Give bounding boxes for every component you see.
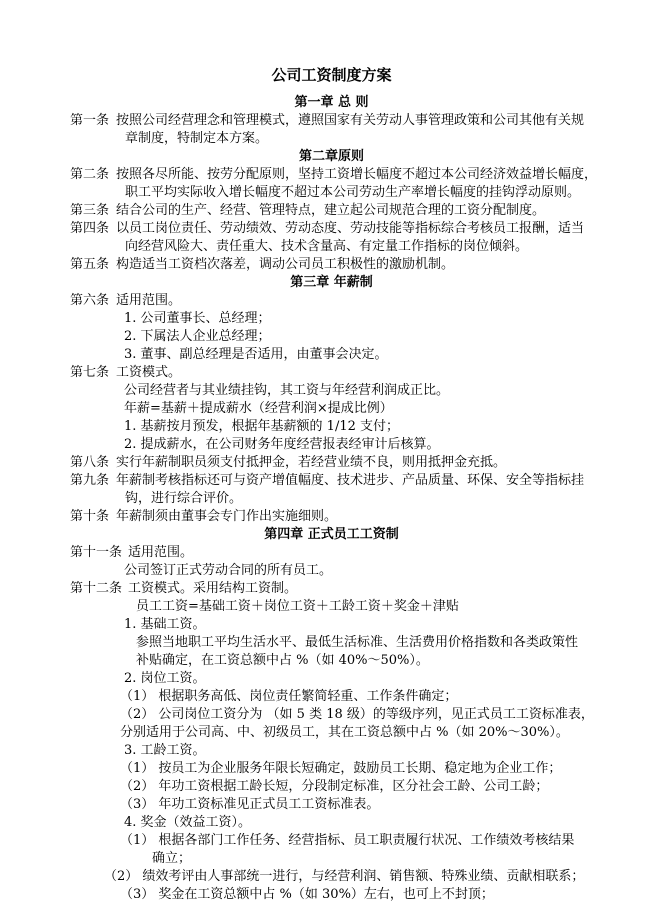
article-text: 工资模式。 xyxy=(116,365,182,380)
article-10 xyxy=(0,508,663,526)
list-item: 2. 提成薪水，在公司财务年度经营报表经审计后核算。 xyxy=(124,437,440,452)
article-label: 第七条 xyxy=(70,365,110,380)
article-7 xyxy=(0,364,663,382)
section-heading: 4. 奖金（效益工资）。 xyxy=(124,815,252,830)
article-label: 第十条 xyxy=(70,509,110,524)
list-item-continuation: 确立； xyxy=(152,851,192,866)
article-label: 第十一条 xyxy=(70,545,123,560)
paragraph: 公司签订正式劳动合同的所有员工。 xyxy=(124,563,333,578)
article-8 xyxy=(0,454,663,472)
section-heading: 1. 基础工资。 xyxy=(124,617,206,632)
list-item: （2） 年功工资根据工龄长短，分段制定标准，区分社会工龄、公司工龄； xyxy=(120,779,549,794)
list-item-continuation: 分别适用于公司高、中、初级员工，其在工资总额中占 %（如 20%～30%）。 xyxy=(120,725,569,740)
list-item: （3） 奖金在工资总额中占 %（如 30%）左右，也可上不封顶； xyxy=(120,887,494,902)
salary-formula: 员工工资=基础工资＋岗位工资＋工龄工资＋奖金＋津贴 xyxy=(136,599,459,614)
article-label: 第三条 xyxy=(70,203,110,218)
paragraph: 公司经营者与其业绩挂钩，其工资与年经营利润成正比。 xyxy=(124,383,450,398)
article-5 xyxy=(0,256,663,274)
article-label: 第一条 xyxy=(70,113,110,128)
article-label: 第十二条 xyxy=(70,581,123,596)
article-text: 适用范围。 xyxy=(116,293,182,308)
article-4-continuation: 向经营风险大、责任重大、技术含量高、有定量工作指标的岗位倾斜。 xyxy=(125,239,529,254)
article-label: 第五条 xyxy=(70,257,110,272)
chapter-3-heading: 第三章 年薪制 xyxy=(290,275,373,290)
article-text: 按照公司经营理念和管理模式，遵照国家有关劳动人事管理政策和公司其他有关规 xyxy=(116,113,585,128)
chapter-1-heading: 第一章 总 则 xyxy=(294,95,369,110)
list-item: （2） 绩效考评由人事部统一进行，与经营利润、销售额、特殊业绩、贡献相联系； xyxy=(104,869,585,884)
paragraph: 补贴确定，在工资总额中占 %（如 40%～50%）。 xyxy=(136,653,429,668)
list-item: （3） 年功工资标准见正式员工工资标准表。 xyxy=(120,797,380,812)
article-label: 第四条 xyxy=(70,221,110,236)
article-12 xyxy=(0,580,663,598)
chapter-2-heading: 第二章原则 xyxy=(298,149,364,164)
list-item: 3. 董事、副总经理是否适用，由董事会决定。 xyxy=(124,347,388,362)
article-text: 按照各尽所能、按劳分配原则，坚持工资增长幅度不超过本公司经济效益增长幅度， xyxy=(116,167,598,182)
article-text: 实行年薪制职员须支付抵押金，若经营业绩不良，则用抵押金充抵。 xyxy=(116,455,507,470)
article-text: 工资模式。采用结构工资制。 xyxy=(128,581,298,596)
article-text: 构造适当工资档次落差，调动公司员工积极性的激励机制。 xyxy=(116,257,455,272)
section-heading: 3. 工龄工资。 xyxy=(124,743,206,758)
article-3 xyxy=(0,202,663,220)
article-label: 第九条 xyxy=(70,473,110,488)
list-item: （2） 公司岗位工资分为 （如 5 类 18 级）的等级序列，见正式员工工资标准表， xyxy=(120,707,594,722)
article-label: 第二条 xyxy=(70,167,110,182)
list-item: （1） 根据各部门工作任务、经营指标、员工职责履行状况、工作绩效考核结果 xyxy=(120,833,575,848)
article-text: 适用范围。 xyxy=(128,545,194,560)
list-item: （1） 根据职务高低、岗位责任繁简轻重、工作条件确定； xyxy=(120,689,458,704)
article-1-continuation: 章制度，特制定本方案。 xyxy=(125,131,269,146)
article-6 xyxy=(0,292,663,310)
list-item: 1. 公司董事长、总经理； xyxy=(124,311,271,326)
salary-formula: 年薪=基薪＋提成薪水（经营利润×提成比例） xyxy=(124,401,393,416)
article-1 xyxy=(0,112,663,130)
article-4 xyxy=(0,220,663,238)
chapter-4-heading: 第四章 正式员工工资制 xyxy=(264,527,399,542)
article-11 xyxy=(0,544,663,562)
article-9-continuation: 钩，进行综合评价。 xyxy=(125,491,243,506)
list-item: 2. 下属法人企业总经理； xyxy=(124,329,271,344)
list-item: （1） 按员工为企业服务年限长短确定，鼓励员工长期、稳定地为企业工作； xyxy=(120,761,562,776)
article-label: 第八条 xyxy=(70,455,110,470)
article-text: 年薪制考核指标还可与资产增值幅度、技术进步、产品质量、环保、安全等指标挂 xyxy=(116,473,585,488)
paragraph: 参照当地职工平均生活水平、最低生活标准、生活费用价格指数和各类政策性 xyxy=(136,635,579,650)
article-text: 以员工岗位责任、劳动绩效、劳动态度、劳动技能等指标综合考核员工报酬，适当 xyxy=(116,221,585,236)
document-title: 公司工资制度方案 xyxy=(271,66,392,84)
article-label: 第六条 xyxy=(70,293,110,308)
article-2 xyxy=(0,166,663,184)
article-2-continuation: 职工平均实际收入增长幅度不超过本公司劳动生产率增长幅度的挂钩浮动原则。 xyxy=(125,185,581,200)
article-text: 年薪制须由董事会专门作出实施细则。 xyxy=(116,509,338,524)
article-9 xyxy=(0,472,663,490)
section-heading: 2. 岗位工资。 xyxy=(124,671,206,686)
list-item: 1. 基薪按月预发，根据年基薪额的 1/12 支付； xyxy=(124,419,399,434)
article-text: 结合公司的生产、经营、管理特点，建立起公司规范合理的工资分配制度。 xyxy=(116,203,546,218)
